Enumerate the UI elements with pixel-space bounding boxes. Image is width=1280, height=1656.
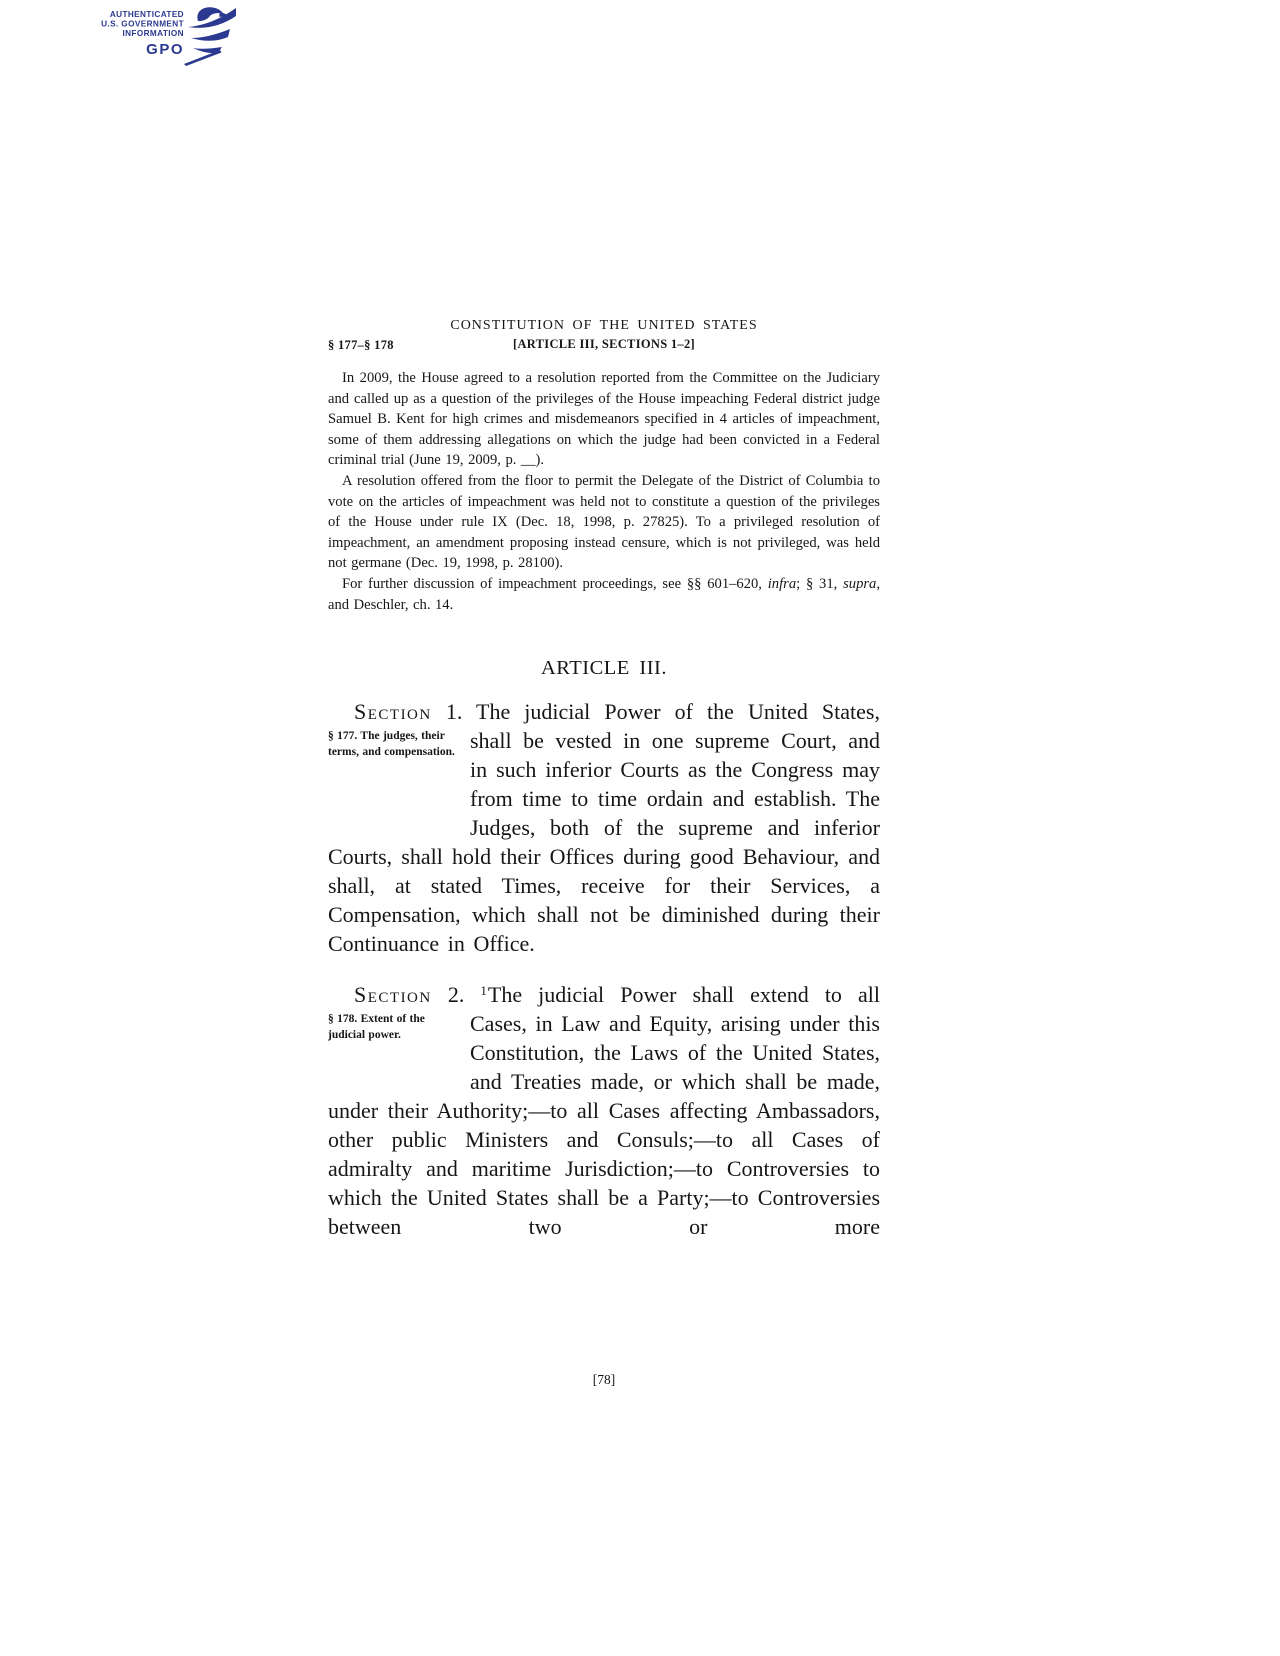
section-2-number: 2.: [447, 982, 465, 1008]
para3-mid: ; § 31,: [796, 575, 844, 592]
section-2-body: The judicial Power shall extend to all Cases, in Law and Equity, arising under this Constitution, the Laws of the United States, and Treaties made, or which shall be made, under their Authority;—to all Cases affecting Ambassadors, other public Ministers and Consuls;—to all Cases of admiralty and maritime Jurisdiction;—to Controversies to which the United States shall be a Party;—to Controversies between two or more: [328, 982, 880, 1240]
section-2-block: [328, 980, 880, 1241]
running-head-line2: [328, 337, 880, 355]
annotation-paragraph-2: A resolution offered from the floor to permit the Delegate of the District of Columbia to vote on the articles of impeachment was held not to constitute a question of the privileges of the House under rule IX (Dec. 18, 1998, p. 27825). To a privileged resolution of impeachment, an amendment proposing instead censure, which is not privileged, was held not germane (Dec. 19, 1998, p. 28100).: [328, 472, 880, 572]
gpo-eagle-icon: [98, 4, 238, 70]
gpo-government-text: U.S. GOVERNMENT: [101, 19, 184, 29]
annotation-paragraph-1: In 2009, the House agreed to a resolution reported from the Committee on the Judiciary and called up as a question of the privileges of the House impeaching Federal district judge Samuel B. Kent for high crimes and misdemeanors specified in 4 articles of impeachment, some of them addressing allegations on which the judge had been convicted in a Federal criminal trial (June 19, 2009, p. __).: [328, 370, 880, 469]
section-range: § 177–§ 178: [328, 338, 394, 352]
para3-text: For further discussion of impeachment proceedings, see §§ 601–620,: [342, 575, 768, 592]
margin-note-177: § 177. The judges, their terms, and compensation.: [328, 730, 455, 758]
para3-end: , and Deschler, ch. 14.: [328, 575, 880, 613]
section-1-body: The judicial Power of the United States, shall be vested in one supreme Court, and in such inferior Courts as the Congress may from time to time ordain and establish. The Judges, both of the supreme and inferior Courts, shall hold their Offices during good Behaviour, and shall, at stated Times, receive for their Services, a Compensation, which shall not be diminished during their Continuance in Office.: [328, 699, 880, 957]
section-2-label: Section: [354, 982, 432, 1008]
annotation-paragraph-3: [328, 574, 880, 615]
section-1-number: 1.: [445, 699, 463, 725]
article-sections-line: [ARTICLE III, SECTIONS 1–2]: [512, 337, 695, 351]
section-1-block: [328, 697, 880, 958]
gpo-seal: [98, 4, 238, 70]
gpo-information-text: INFORMATION: [122, 29, 184, 38]
gpo-acronym: GPO: [146, 41, 184, 58]
para3-supra: supra: [843, 575, 877, 592]
para3-infra: infra: [767, 575, 797, 592]
article-iii-heading: ARTICLE III.: [540, 657, 668, 680]
footnote-reference-1: 1: [480, 983, 487, 999]
text-column: [328, 318, 880, 1263]
page-number: [78]: [592, 1372, 616, 1387]
section-1-label: Section: [354, 699, 432, 725]
gpo-authenticated-text: AUTHENTICATED: [109, 10, 184, 19]
margin-note-178: § 178. Extent of the judicial power.: [328, 1013, 425, 1041]
running-head-title: CONSTITUTION OF THE UNITED STATES: [450, 318, 758, 333]
